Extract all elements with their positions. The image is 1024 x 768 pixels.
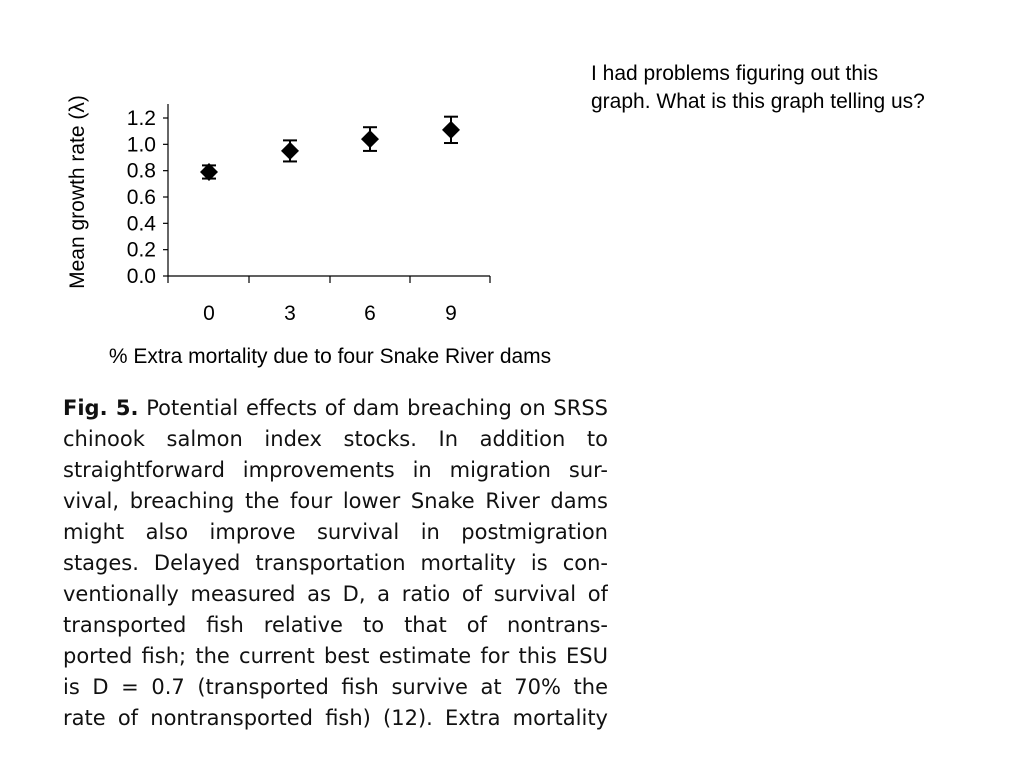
y-tick-label: 0.6 — [126, 186, 156, 209]
figure-caption — [63, 393, 608, 734]
caption-line-7: ventionally measured as D, a ratio of survival of — [63, 582, 608, 606]
caption-line-3: straightforward improvements in migration sur- — [63, 458, 608, 482]
y-tick-label: 1.2 — [126, 107, 156, 130]
y-tick-label: 0.4 — [126, 212, 156, 236]
x-tick-label: 0 — [203, 302, 215, 325]
caption-line-8: transported fish relative to that of nontrans- — [63, 613, 608, 637]
fig-label: Fig. 5. — [63, 396, 139, 420]
x-tick-label: 6 — [364, 302, 376, 325]
x-tick-label: 3 — [284, 302, 296, 325]
caption-line-6: stages. Delayed transportation mortality is con- — [63, 551, 608, 575]
caption-line-5: might also improve survival in postmigration — [63, 520, 608, 544]
chart-labels — [66, 95, 551, 368]
speaker-note — [591, 60, 1016, 116]
x-axis-title: % Extra mortality due to four Snake River dams — [108, 345, 552, 368]
data-point-diamond — [281, 142, 299, 160]
x-tick-label: 9 — [445, 302, 457, 325]
y-tick-label: 1.0 — [126, 133, 156, 157]
data-point-diamond — [442, 121, 460, 139]
y-tick-label: 0.2 — [126, 238, 156, 262]
data-point-diamond — [361, 130, 379, 148]
caption-line-4: vival, breaching the four lower Snake River dams — [63, 489, 608, 513]
note-line-2: graph. What is this graph telling us? — [591, 90, 925, 113]
caption-line-1 — [63, 393, 608, 424]
note-line-1: I had problems figuring out this — [591, 62, 879, 85]
y-axis-title: Mean growth rate (λ) — [66, 95, 89, 289]
caption-line-10: is D = 0.7 (transported fish survive at 70% the — [63, 675, 608, 699]
caption-line-2: chinook salmon index stocks. In addition to — [63, 427, 608, 451]
y-tick-label: 0.8 — [126, 159, 156, 183]
chart-marks — [200, 117, 460, 181]
caption-line-9: ported fish; the current best estimate for this ESU — [63, 644, 608, 668]
y-tick-label: 0.0 — [126, 265, 156, 288]
chart-axes — [163, 104, 490, 283]
caption-line-11: rate of nontransported fish) (12). Extra mortality — [63, 706, 608, 730]
caption-line-1-text: Potential effects of dam breaching on SRSS — [138, 396, 608, 420]
